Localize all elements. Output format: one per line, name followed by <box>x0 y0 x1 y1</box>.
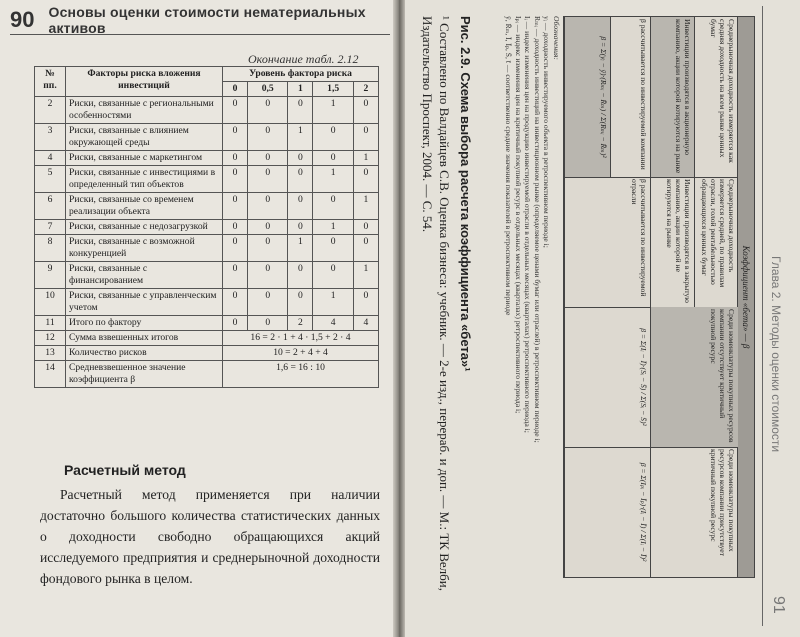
level-value: 1 <box>313 97 353 124</box>
formula-company: β = Σ(yᵢ − ȳ)·(Rₘᵢ − R̄ₘ) / Σ(Rₘᵢ − R̄ₘ)² <box>564 17 610 177</box>
row-number: 5 <box>35 166 66 193</box>
note-line: Iᵢ — индекс изменения цен на продукцию инвестируемой отрасли в отдельных месяцах (кварталах) ретроспективного периода i; <box>523 16 533 433</box>
notation-notes <box>504 16 561 576</box>
table-row <box>35 166 379 193</box>
level-value: 0 <box>248 262 288 289</box>
row-factor: Риски, связанные с маркетингом <box>66 151 223 166</box>
footnote: ¹ Составлено по Валдайцев С.В. Оценка бизнеса: учебник. — 2-е изд., перераб. и доп. — М.: ТК Велби, Издательство Проспект, 2004. — С. 54. <box>420 16 452 591</box>
scheme-cell: Инвестиции производятся в закрытую компанию, акции которой не котируются на рынке <box>650 177 694 307</box>
level-value: 2 <box>288 316 313 331</box>
row-factor: Риски, связанные с влиянием окружающей среды <box>66 124 223 151</box>
risk-factor-table <box>34 66 379 388</box>
col-factor-header: Факторы риска вложения инвестиций <box>66 67 223 97</box>
scheme-cell: Среднерыночная доходность измеряется как средняя доходность на всем рынке ценных бумаг <box>694 17 738 177</box>
level-value: 0 <box>248 289 288 316</box>
level-value: 1 <box>288 235 313 262</box>
note-line: yᵢ — доходность инвестируемого объекта в ретроспективном периоде i; <box>542 16 552 248</box>
row-number: 6 <box>35 193 66 220</box>
level-value: 0 <box>223 166 248 193</box>
level-value: 0 <box>288 262 313 289</box>
level-value: 0 <box>288 97 313 124</box>
summary-value: 1,6 = 16 : 10 <box>223 361 379 388</box>
summary-label: Сумма взвешенных итогов <box>66 331 223 346</box>
level-value: 1 <box>313 166 353 193</box>
row-number: 9 <box>35 262 66 289</box>
row-number: 4 <box>35 151 66 166</box>
summary-row <box>35 331 379 346</box>
table-row <box>35 124 379 151</box>
note-line: ȳ, R̄ₘ, Ī, Īₚ, S̄, t̄ — соответственно средние значения показателей в ретроспективном периоде <box>504 16 514 316</box>
level-value: 0 <box>353 97 378 124</box>
level-value: 0 <box>313 193 353 220</box>
summary-row <box>35 361 379 388</box>
row-number: 2 <box>35 97 66 124</box>
level-value: 0 <box>248 124 288 151</box>
table-caption: Окончание табл. 2.12 <box>248 52 359 66</box>
scheme-column-4 <box>564 447 738 577</box>
table-row <box>35 193 379 220</box>
level-value: 0 <box>248 166 288 193</box>
level-value: 0 <box>313 124 353 151</box>
running-title: Основы оценки стоимости нематериальных активов <box>48 4 366 36</box>
row-factor: Риски, связанные с финансированием <box>66 262 223 289</box>
level-value: 0 <box>353 235 378 262</box>
scheme-cell: Инвестиции производятся в акционерную компанию, акции которой котируются на рынке <box>650 17 694 177</box>
col-level-header: Уровень фактора риска <box>223 67 379 82</box>
table-row <box>35 220 379 235</box>
row-factor: Риски, связанные с инвестициями в определенный тип объектов <box>66 166 223 193</box>
row-factor: Риски, связанные с недозагрузкой <box>66 220 223 235</box>
level-header: 1 <box>288 82 313 97</box>
scheme-cell: β рассчитывается по инвестируемой отрасли <box>564 177 650 307</box>
level-value: 0 <box>353 220 378 235</box>
level-value: 0 <box>248 97 288 124</box>
level-value: 1 <box>353 193 378 220</box>
row-factor: Риски, связанные с управленческим учетом <box>66 289 223 316</box>
summary-value: 10 = 2 + 4 + 4 <box>223 346 379 361</box>
scheme-cell: Среди номенклатуры покупных ресурсов компании присутствует критичный покупной ресурс <box>650 447 738 577</box>
scheme-column-1 <box>564 17 738 178</box>
level-value: 0 <box>223 124 248 151</box>
level-value: 1 <box>313 220 353 235</box>
level-value: 0 <box>248 193 288 220</box>
row-factor: Риски, связанные со временем реализации объекта <box>66 193 223 220</box>
scheme-column-2 <box>564 177 738 308</box>
level-value: 1 <box>313 289 353 316</box>
summary-label: Количество рисков <box>66 346 223 361</box>
summary-row <box>35 346 379 361</box>
level-value: 0 <box>288 151 313 166</box>
row-number: 8 <box>35 235 66 262</box>
col-num-header: № пп. <box>35 67 66 97</box>
page-header <box>10 6 390 35</box>
table-row <box>35 235 379 262</box>
level-value: 0 <box>223 151 248 166</box>
level-value: 0 <box>223 193 248 220</box>
scheme-column-3 <box>564 307 738 448</box>
row-number: 3 <box>35 124 66 151</box>
formula-industry: β = Σ(Iᵢ − Ī)·(Sᵢ − S̄) / Σ(Sᵢ − S̄)² <box>564 307 650 447</box>
table-row <box>35 262 379 289</box>
figure-caption: Рис. 2.9. Схема выбора расчета коэффициента «бета»¹ <box>458 16 473 372</box>
level-header: 0 <box>223 82 248 97</box>
table-row <box>35 289 379 316</box>
level-value: 0 <box>223 262 248 289</box>
level-value: 0 <box>288 289 313 316</box>
level-value: 0 <box>223 97 248 124</box>
level-value: 0 <box>288 220 313 235</box>
table-row <box>35 97 379 124</box>
formula-resource: β = Σ(Iₚᵢ − Īₚ)·(Iᵢ − Ī) / Σ(Iᵢ − Ī)² <box>564 447 650 577</box>
level-value: 0 <box>248 151 288 166</box>
row-number: 7 <box>35 220 66 235</box>
summary-value: 16 = 2 · 1 + 4 · 1,5 + 2 · 4 <box>223 331 379 346</box>
row-factor: Риски, связанные с возможной конкуренцией <box>66 235 223 262</box>
book-gutter <box>393 0 405 637</box>
note-line: Rₘᵢ — доходность инвестиций на инвестиционном рынке (определяемое ценами бумаг или отраслей) в ретроспективном периоде i; <box>533 16 542 443</box>
row-factor: Риски, связанные с региональными особенностями <box>66 97 223 124</box>
table-row <box>35 151 379 166</box>
left-page <box>0 0 398 637</box>
row-number: 14 <box>35 361 66 388</box>
level-value: 0 <box>313 151 353 166</box>
summary-label: Средневзвешенное значение коэффициента β <box>66 361 223 388</box>
scheme-cell: Среди номенклатуры покупных ресурсов компании отсутствует критичный покупной ресурс <box>650 307 738 447</box>
table-row <box>35 316 379 331</box>
scheme-cell: β рассчитывается по инвестируемой компании <box>610 17 650 177</box>
beta-scheme-diagram <box>563 16 755 578</box>
level-value: 4 <box>313 316 353 331</box>
level-value: 0 <box>313 262 353 289</box>
level-value: 1 <box>353 151 378 166</box>
level-value: 0 <box>248 316 288 331</box>
right-page <box>405 0 800 637</box>
notes-label: Обозначения: <box>552 16 561 60</box>
level-header: 2 <box>353 82 378 97</box>
note-line: Iₚᵢ — индекс изменения цен на критичный покупной ресурс в отдельных месяцах (кварталах) ретроспективного периода i; <box>514 16 523 414</box>
level-value: 1 <box>353 262 378 289</box>
level-value: 1 <box>288 124 313 151</box>
row-number: 13 <box>35 346 66 361</box>
row-number: 10 <box>35 289 66 316</box>
level-value: 0 <box>353 124 378 151</box>
level-value: 0 <box>288 193 313 220</box>
row-factor: Итого по фактору <box>66 316 223 331</box>
rotated-content <box>409 6 789 626</box>
level-header: 1,5 <box>313 82 353 97</box>
page-number: 90 <box>10 7 35 32</box>
body-paragraph: Расчетный метод применяется при наличии достаточно большого количества статистических данных о доходности свободно обращающихся акций исследуемого предприятия и среднерыночной доходности фондового рынка в целом. <box>40 487 380 586</box>
right-page-number: 91 <box>770 596 787 614</box>
level-value: 0 <box>353 166 378 193</box>
level-value: 0 <box>223 220 248 235</box>
level-value: 0 <box>288 166 313 193</box>
level-value: 0 <box>353 289 378 316</box>
right-running-title: Глава 2. Методы оценки стоимости <box>769 256 783 453</box>
row-number: 12 <box>35 331 66 346</box>
level-value: 0 <box>248 220 288 235</box>
level-value: 0 <box>223 289 248 316</box>
level-value: 0 <box>223 235 248 262</box>
row-number: 11 <box>35 316 66 331</box>
level-value: 0 <box>248 235 288 262</box>
level-value: 4 <box>353 316 378 331</box>
level-header: 0,5 <box>248 82 288 97</box>
scheme-title: Коэффициент «бета» — β <box>737 17 754 577</box>
level-value: 0 <box>223 316 248 331</box>
section-title: Расчетный метод <box>64 462 186 478</box>
right-page-header <box>762 6 789 626</box>
level-value: 0 <box>313 235 353 262</box>
scheme-cell: Среднерыночная доходность измеряется средней, по правилам отрасли, голой рентабельностью обращающихся ценных бумаг <box>694 177 738 307</box>
